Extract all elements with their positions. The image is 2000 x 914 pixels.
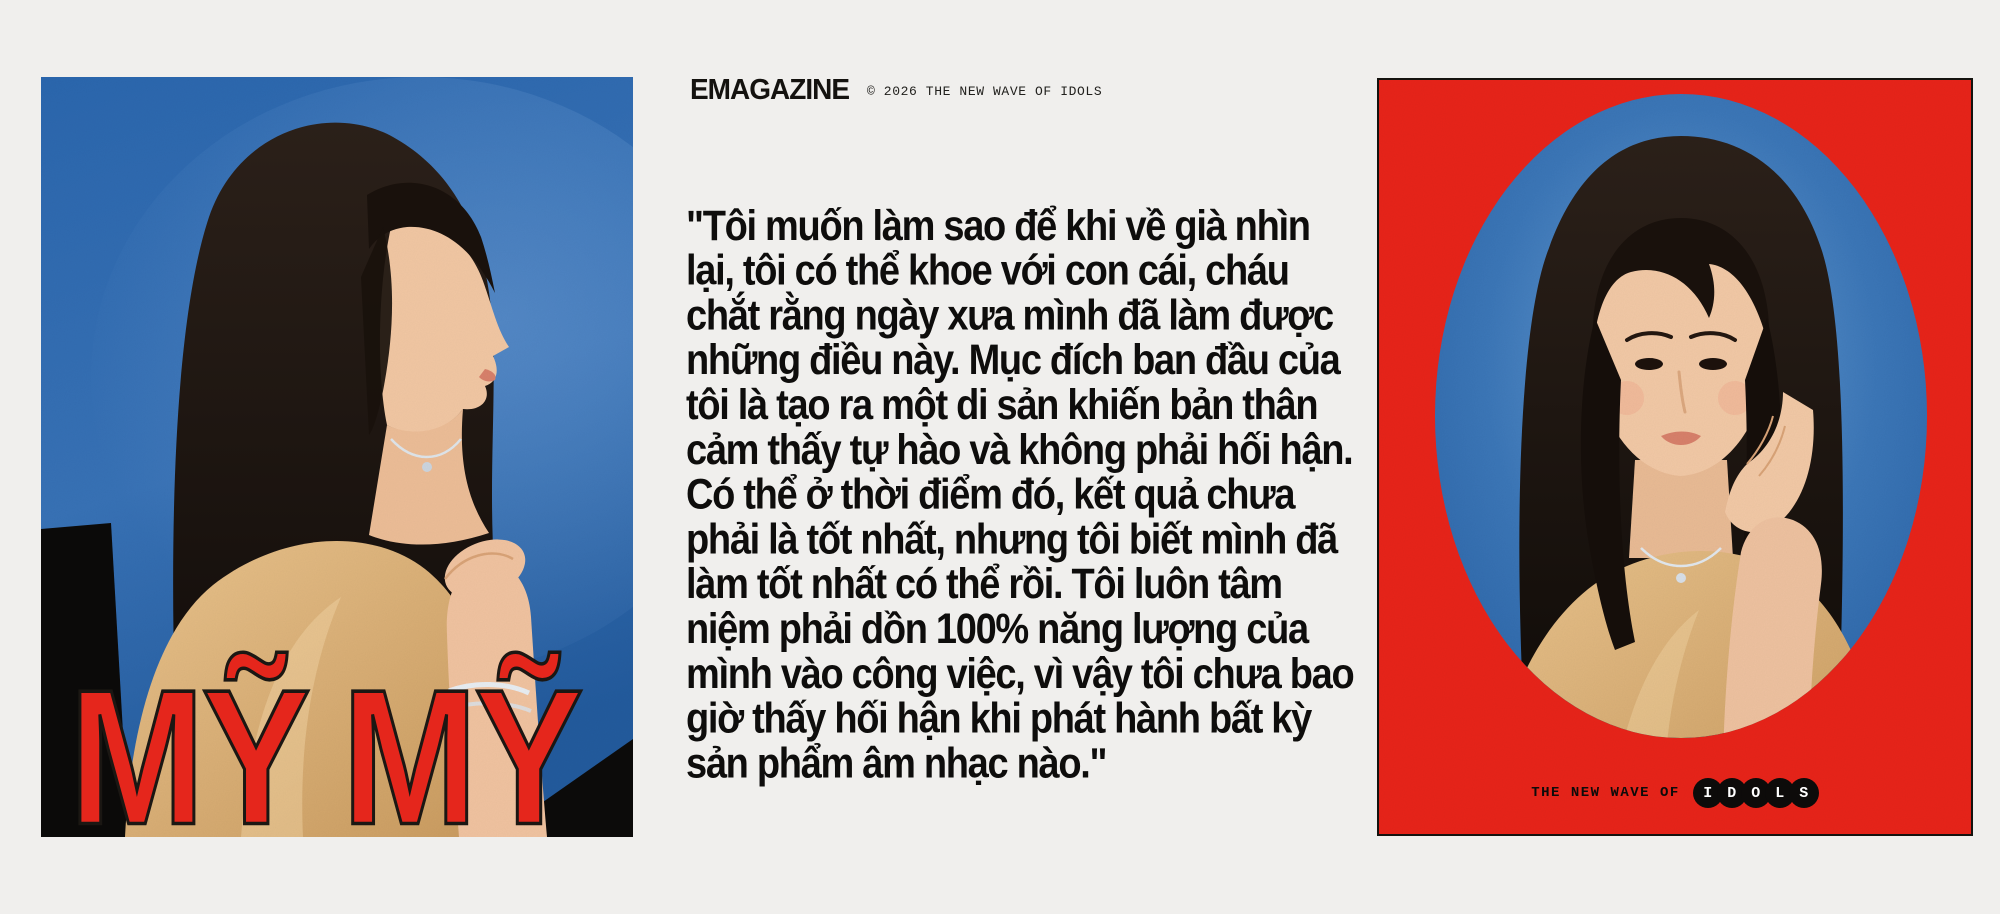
brand-logo: EMAGAZINE [690, 73, 849, 106]
idols-letter-badges [1693, 778, 1819, 808]
right-portrait-panel [1377, 78, 1973, 836]
pull-quote-block [686, 202, 1358, 788]
caption-text: THE NEW WAVE OF [1531, 785, 1680, 801]
badge-letter: I [1693, 778, 1723, 808]
badge-letter: D [1717, 778, 1747, 808]
pull-quote-text: "Tôi muốn làm sao để khi về già nhìn lại, tôi có thể khoe với con cái, cháu chắt rằng ngày xưa mình đã làm được những điều này. Mục đích ban đầu của tôi là tạo ra một di sản khiến bản thân cảm thấy tự hào và không phải hối hận. Có thể ở thời điểm đó, kết quả chưa phải là tốt nhất, nhưng tôi biết mình đã làm tốt nhất có thể rồi. Tôi luôn tâm niệm phải dồn 100% năng lượng của mình vào công việc, vì vậy tôi chưa bao giờ thấy hối hận khi phát hành bất kỳ sản phẩm âm nhạc nào." [686, 202, 1354, 788]
left-portrait-panel [41, 77, 633, 865]
masthead [690, 73, 1103, 106]
badge-letter: L [1765, 778, 1795, 808]
badge-letter: O [1741, 778, 1771, 808]
badge-letter: S [1789, 778, 1819, 808]
right-panel-caption [1379, 778, 1971, 808]
idol-oval-portrait-photo [1379, 80, 1971, 834]
copyright-line: © 2026 THE NEW WAVE OF IDOLS [867, 84, 1103, 99]
idol-name-title: MỸ MỸ [69, 648, 581, 865]
